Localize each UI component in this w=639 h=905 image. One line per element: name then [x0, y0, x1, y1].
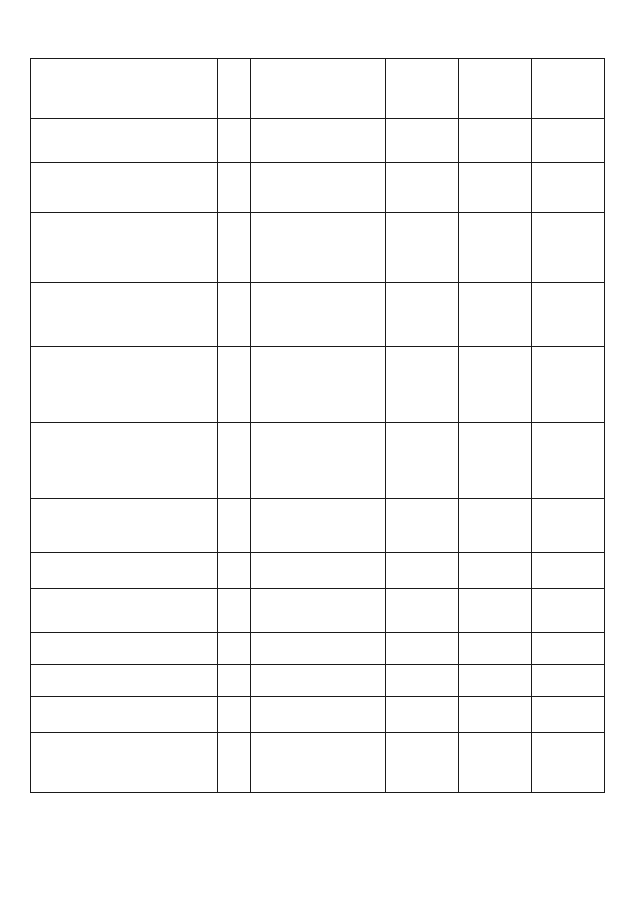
- row-line-code: [218, 59, 251, 119]
- row-unexecuted-amount: [532, 589, 605, 633]
- table-row: [31, 553, 605, 589]
- row-budget-code: [251, 283, 386, 347]
- row-line-code: [218, 589, 251, 633]
- row-budget-code: [251, 347, 386, 423]
- row-unexecuted-amount: [532, 423, 605, 499]
- row-unexecuted-amount: [532, 499, 605, 553]
- table-row: [31, 665, 605, 697]
- row-unexecuted-amount: [532, 553, 605, 589]
- row-executed-amount: [459, 665, 532, 697]
- row-budget-code: [251, 119, 386, 163]
- row-description: [31, 213, 218, 283]
- row-executed-amount: [459, 59, 532, 119]
- row-unexecuted-amount: [532, 347, 605, 423]
- row-executed-amount: [459, 119, 532, 163]
- row-unexecuted-amount: [532, 283, 605, 347]
- row-description: [31, 499, 218, 553]
- row-unexecuted-amount: [532, 59, 605, 119]
- row-line-code: [218, 163, 251, 213]
- row-approved-amount: [386, 423, 459, 499]
- row-unexecuted-amount: [532, 163, 605, 213]
- row-description: [31, 589, 218, 633]
- table-row: [31, 697, 605, 733]
- row-description: [31, 665, 218, 697]
- row-line-code: [218, 213, 251, 283]
- row-approved-amount: [386, 347, 459, 423]
- row-description: [31, 633, 218, 665]
- row-executed-amount: [459, 589, 532, 633]
- row-executed-amount: [459, 633, 532, 665]
- table-row: [31, 283, 605, 347]
- row-line-code: [218, 347, 251, 423]
- row-description: [31, 163, 218, 213]
- row-approved-amount: [386, 283, 459, 347]
- table-row: [31, 347, 605, 423]
- row-budget-code: [251, 59, 386, 119]
- row-unexecuted-amount: [532, 665, 605, 697]
- row-executed-amount: [459, 553, 532, 589]
- row-line-code: [218, 633, 251, 665]
- row-executed-amount: [459, 499, 532, 553]
- revenue-table-body: [31, 59, 605, 793]
- row-line-code: [218, 423, 251, 499]
- row-description: [31, 733, 218, 793]
- table-row: [31, 213, 605, 283]
- row-executed-amount: [459, 347, 532, 423]
- row-approved-amount: [386, 589, 459, 633]
- row-approved-amount: [386, 733, 459, 793]
- row-executed-amount: [459, 213, 532, 283]
- row-description: [31, 553, 218, 589]
- table-row: [31, 499, 605, 553]
- row-budget-code: [251, 697, 386, 733]
- row-budget-code: [251, 213, 386, 283]
- table-row: [31, 163, 605, 213]
- row-budget-code: [251, 553, 386, 589]
- row-line-code: [218, 499, 251, 553]
- row-budget-code: [251, 665, 386, 697]
- row-unexecuted-amount: [532, 633, 605, 665]
- row-description: [31, 59, 218, 119]
- row-unexecuted-amount: [532, 119, 605, 163]
- row-description: [31, 697, 218, 733]
- table-row: [31, 119, 605, 163]
- row-description: [31, 347, 218, 423]
- row-approved-amount: [386, 633, 459, 665]
- row-budget-code: [251, 423, 386, 499]
- row-budget-code: [251, 733, 386, 793]
- row-description: [31, 119, 218, 163]
- row-budget-code: [251, 589, 386, 633]
- row-executed-amount: [459, 733, 532, 793]
- table-row: [31, 423, 605, 499]
- row-budget-code: [251, 633, 386, 665]
- row-approved-amount: [386, 163, 459, 213]
- row-budget-code: [251, 499, 386, 553]
- row-executed-amount: [459, 697, 532, 733]
- row-unexecuted-amount: [532, 213, 605, 283]
- row-approved-amount: [386, 499, 459, 553]
- row-budget-code: [251, 163, 386, 213]
- row-approved-amount: [386, 553, 459, 589]
- revenue-table: [30, 58, 605, 793]
- row-line-code: [218, 697, 251, 733]
- row-unexecuted-amount: [532, 697, 605, 733]
- row-executed-amount: [459, 163, 532, 213]
- row-executed-amount: [459, 283, 532, 347]
- row-line-code: [218, 553, 251, 589]
- row-line-code: [218, 283, 251, 347]
- row-approved-amount: [386, 665, 459, 697]
- table-row: [31, 633, 605, 665]
- row-line-code: [218, 665, 251, 697]
- row-line-code: [218, 733, 251, 793]
- row-description: [31, 423, 218, 499]
- row-approved-amount: [386, 119, 459, 163]
- table-row: [31, 589, 605, 633]
- table-row: [31, 733, 605, 793]
- row-approved-amount: [386, 59, 459, 119]
- row-description: [31, 283, 218, 347]
- row-unexecuted-amount: [532, 733, 605, 793]
- row-executed-amount: [459, 423, 532, 499]
- row-line-code: [218, 119, 251, 163]
- table-row: [31, 59, 605, 119]
- row-approved-amount: [386, 697, 459, 733]
- row-approved-amount: [386, 213, 459, 283]
